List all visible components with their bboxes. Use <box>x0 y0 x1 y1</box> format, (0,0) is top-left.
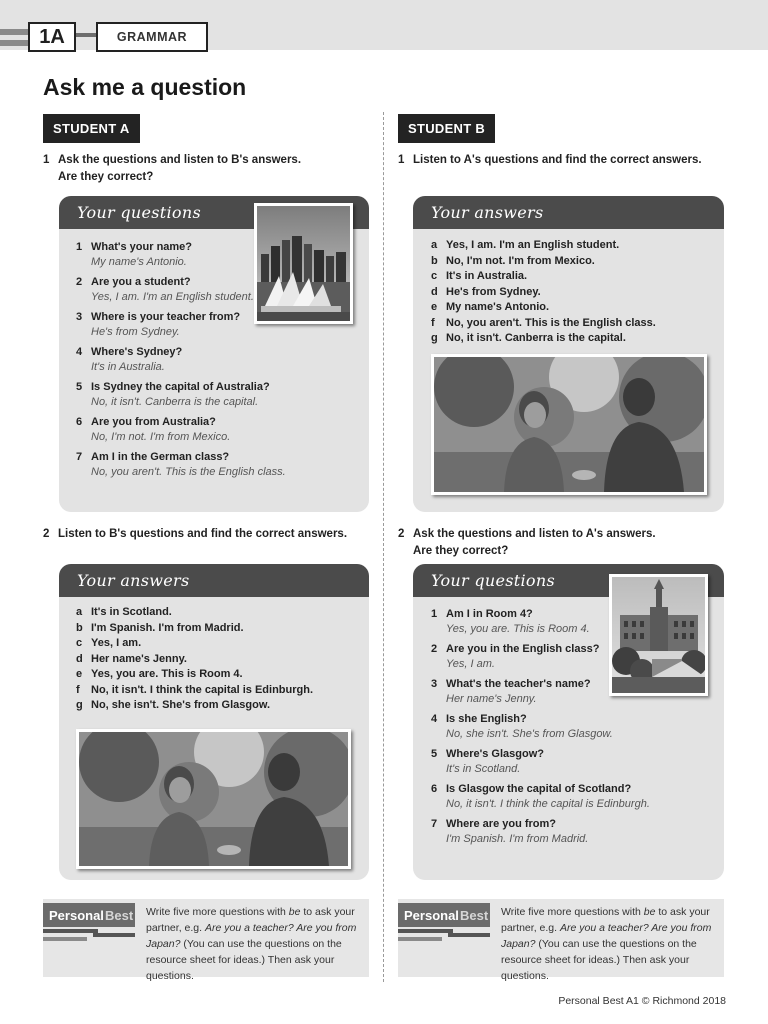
answer-text: No, she isn't. She's from Glasgow. <box>446 728 613 740</box>
answer-text: Yes, I am. I'm an English student. <box>446 239 620 251</box>
list-item <box>431 677 701 707</box>
list-item <box>76 605 361 621</box>
personal-best-text <box>501 904 721 984</box>
student-a-label: STUDENT A <box>43 114 140 143</box>
answer-text: I'm Spanish. I'm from Madrid. <box>446 833 589 845</box>
exercise-text: Listen to B's questions and find the correct answers. <box>58 528 348 540</box>
answer-text: Yes, you are. This is Room 4. <box>446 623 590 635</box>
item-letter: a <box>431 239 438 251</box>
item-number: 6 <box>76 416 83 428</box>
item-number: 4 <box>431 713 438 725</box>
answer-text: Yes, I am. <box>91 637 142 649</box>
pb-text-example: Are you a teacher? Are you from Japan? <box>501 922 712 950</box>
student-b-questions-list <box>431 607 701 852</box>
list-item <box>76 698 361 714</box>
student-a-exercise-2 <box>43 526 373 543</box>
item-number: 7 <box>76 451 83 463</box>
pb-text-example: Are you a teacher? Are you from Japan? <box>146 922 357 950</box>
item-number: 5 <box>76 381 83 393</box>
item-letter: c <box>76 637 83 649</box>
item-number: 3 <box>76 311 83 323</box>
item-letter: b <box>431 254 438 267</box>
question-text: Where is your teacher from? <box>91 311 241 323</box>
answer-text: My name's Antonio. <box>91 256 187 268</box>
question-text: Am I in Room 4? <box>446 608 533 620</box>
personal-best-text <box>146 904 366 984</box>
exercise-text: Are they correct? <box>413 545 509 557</box>
answer-text: He's from Sydney. <box>446 285 541 298</box>
item-letter: f <box>76 683 80 696</box>
list-item <box>431 607 701 637</box>
answer-text: No, it isn't. Canberra is the capital. <box>91 396 259 408</box>
list-item <box>76 621 361 637</box>
exercise-number: 2 <box>398 528 405 540</box>
exercise-text: Listen to A's questions and find the correct answers. <box>413 154 702 166</box>
student-a-questions-list <box>76 240 346 485</box>
answer-text: No, you aren't. This is the English class. <box>91 466 286 478</box>
exercise-number: 1 <box>398 154 405 166</box>
list-item <box>431 269 716 285</box>
item-number: 2 <box>431 643 438 655</box>
list-item <box>431 285 716 301</box>
list-item <box>431 817 701 847</box>
answer-text: Yes, I am. I'm an English student. <box>91 291 254 303</box>
answer-text: No, it isn't. Canberra is the capital. <box>446 332 626 344</box>
pb-text-part: Write five more questions with <box>501 906 644 918</box>
question-text: Am I in the German class? <box>91 451 230 463</box>
list-item <box>431 747 701 777</box>
item-number: 7 <box>431 818 438 830</box>
exercise-number: 2 <box>43 528 50 540</box>
student-b-exercise-2 <box>398 526 733 560</box>
list-item <box>76 275 346 305</box>
answer-text: No, it isn't. I think the capital is Edinburgh. <box>446 798 650 810</box>
student-b-answers-list <box>431 238 716 347</box>
answer-text: No, she isn't. She's from Glasgow. <box>91 699 271 711</box>
item-letter: g <box>431 332 438 344</box>
question-text: Are you in the English class? <box>446 643 600 655</box>
question-text: Are you a student? <box>91 276 191 288</box>
item-letter: e <box>76 668 83 680</box>
answer-text: Her name's Jenny. <box>446 693 537 705</box>
item-number: 1 <box>431 608 438 620</box>
card-title: Your answers <box>59 564 369 597</box>
list-item <box>76 380 346 410</box>
pb-text-part: (You can use the questions on the resource sheet for ideas.) Then ask your questions. <box>501 938 697 982</box>
answer-text: I'm Spanish. I'm from Madrid. <box>91 621 244 634</box>
list-item <box>431 254 716 270</box>
item-number: 1 <box>76 241 83 253</box>
list-item <box>431 238 716 254</box>
question-text: Is Sydney the capital of Australia? <box>91 381 270 393</box>
item-letter: f <box>431 316 435 329</box>
pb-text-part: to ask your partner, e.g. <box>146 906 355 934</box>
item-letter: a <box>76 606 83 618</box>
personal-best-logo-word1: Personal <box>404 908 459 923</box>
answer-text: No, it isn't. I think the capital is Edinburgh. <box>91 683 314 696</box>
item-letter: c <box>431 270 438 282</box>
list-item <box>431 300 716 316</box>
question-text: Are you from Australia? <box>91 416 216 428</box>
section-badge: GRAMMAR <box>96 22 208 52</box>
answer-text: He's from Sydney. <box>91 326 180 338</box>
exercise-text: Ask the questions and listen to B's answers. <box>58 154 302 166</box>
item-letter: b <box>76 621 83 634</box>
students-talking-photo <box>431 354 707 495</box>
pb-text-part: Write five more questions with <box>146 906 289 918</box>
personal-best-logo <box>398 900 495 942</box>
list-item <box>431 712 701 742</box>
list-item <box>431 642 701 672</box>
answer-text: My name's Antonio. <box>446 301 550 313</box>
question-text: What's your name? <box>91 241 193 253</box>
student-b-label: STUDENT B <box>398 114 495 143</box>
personal-best-logo <box>43 900 140 942</box>
answer-text: It's in Scotland. <box>446 763 521 775</box>
students-talking-photo <box>76 729 351 869</box>
exercise-number: 1 <box>43 154 50 166</box>
item-number: 6 <box>431 783 438 795</box>
list-item <box>76 667 361 683</box>
header-connector <box>76 33 98 37</box>
personal-best-logo-word2: Best <box>105 908 134 923</box>
item-letter: d <box>431 285 438 298</box>
list-item <box>431 782 701 812</box>
pb-text-part: to ask your partner, e.g. <box>501 906 710 934</box>
answer-text: Her name's Jenny. <box>91 652 187 665</box>
list-item <box>431 331 716 347</box>
page-title: Ask me a question <box>43 74 247 100</box>
card-title: Your questions <box>413 564 724 597</box>
personal-best-logo-word1: Personal <box>49 908 104 923</box>
item-letter: e <box>431 301 438 313</box>
answer-text: Yes, you are. This is Room 4. <box>91 668 243 680</box>
two-students-talking-icon <box>79 732 348 866</box>
item-letter: g <box>76 699 83 711</box>
footer-copyright: Personal Best A1 © Richmond 2018 <box>558 995 726 1007</box>
question-text: Where are you from? <box>446 818 557 830</box>
unit-badge: 1A <box>28 22 76 52</box>
list-item <box>76 652 361 668</box>
list-item <box>76 415 346 445</box>
question-text: Where's Sydney? <box>91 346 183 358</box>
answer-text: No, I'm not. I'm from Mexico. <box>446 254 595 267</box>
column-divider <box>383 112 384 982</box>
list-item <box>431 316 716 332</box>
answer-text: It's in Australia. <box>446 270 528 282</box>
answer-text: No, you aren't. This is the English class. <box>446 316 656 329</box>
list-item <box>76 310 346 340</box>
list-item <box>76 240 346 270</box>
exercise-text: Are they correct? <box>58 171 154 183</box>
item-number: 4 <box>76 346 83 358</box>
card-title: Your answers <box>413 196 724 229</box>
list-item <box>76 345 346 375</box>
list-item <box>76 450 346 480</box>
item-number: 2 <box>76 276 83 288</box>
question-text: Is Glasgow the capital of Scotland? <box>446 783 632 795</box>
question-text: Where's Glasgow? <box>446 748 544 760</box>
item-number: 5 <box>431 748 438 760</box>
student-a-answers-list <box>76 605 361 714</box>
two-students-talking-icon <box>434 357 704 492</box>
exercise-text: Ask the questions and listen to A's answers. <box>413 528 656 540</box>
personal-best-logo-word2: Best <box>460 908 489 923</box>
answer-text: No, I'm not. I'm from Mexico. <box>91 431 231 443</box>
question-text: What's the teacher's name? <box>446 678 591 690</box>
answer-text: It's in Scotland. <box>91 606 172 618</box>
student-a-exercise-1 <box>43 152 373 186</box>
answer-text: Yes, I am. <box>446 658 495 670</box>
student-b-exercise-1 <box>398 152 733 169</box>
pb-text-part: (You can use the questions on the resource sheet for ideas.) Then ask your questions. <box>146 938 342 982</box>
list-item <box>76 636 361 652</box>
list-item <box>76 683 361 699</box>
answer-text: It's in Australia. <box>91 361 165 373</box>
card-title: Your questions <box>59 196 369 229</box>
pb-text-be: be <box>288 906 301 918</box>
item-number: 3 <box>431 678 438 690</box>
question-text: Is she English? <box>446 713 527 725</box>
item-letter: d <box>76 652 83 665</box>
pb-text-be: be <box>643 906 656 918</box>
